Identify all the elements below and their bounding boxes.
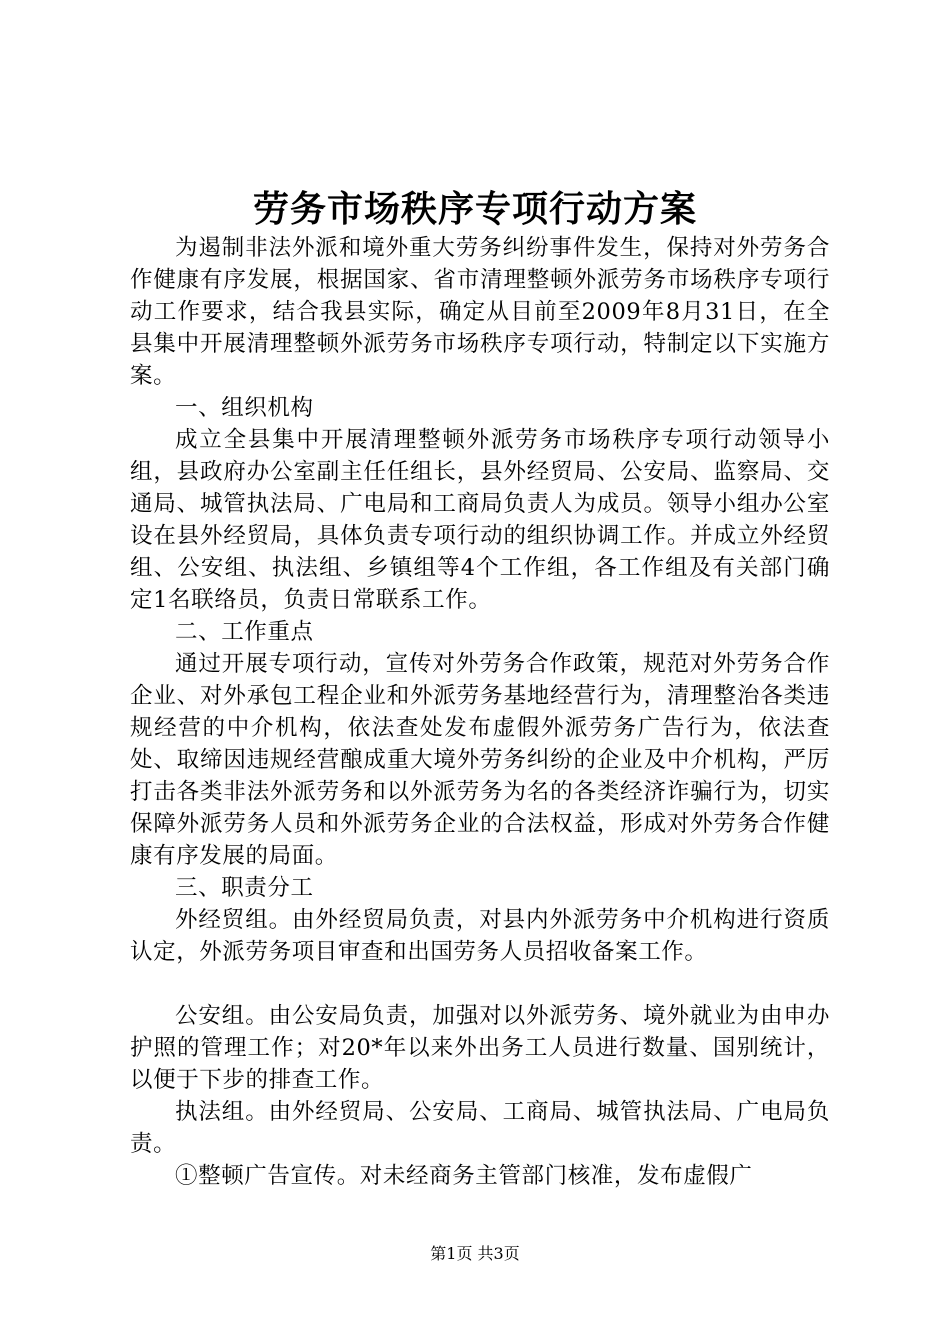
key-work-paragraph: 通过开展专项行动，宣传对外劳务合作政策，规范对外劳务合作企业、对外承包工程企业和外派劳务基地经营行为，清理整治各类违规经营的中介机构，依法查处发布虚假外派劳务广告行为，依法查处、取缔因违规经营酿成重大境外劳务纠纷的企业及中介机构，严厉打击各类非法外派劳务和以外派劳务为名的各类经济诈骗行为，切实保障外派劳务人员和外派劳务企业的合法权益，形成对外劳务合作健康有序发展的局面。 — [130, 651, 830, 869]
trade-group-paragraph: 外经贸组。由外经贸局负责，对县内外派劳务中介机构进行资质认定，外派劳务项目审查和出国劳务人员招收备案工作。 — [130, 907, 830, 965]
document-body — [130, 232, 830, 1192]
enforcement-group-paragraph: 执法组。由外经贸局、公安局、工商局、城管执法局、广电局负责。 — [130, 1099, 830, 1157]
organization-paragraph: 成立全县集中开展清理整顿外派劳务市场秩序专项行动领导小组，县政府办公室副主任任组长，县外经贸局、公安局、监察局、交通局、城管执法局、广电局和工商局负责人为成员。领导小组办公室设在县外经贸局，具体负责专项行动的组织协调工作。并成立外经贸组、公安组、执法组、乡镇组等4个工作组，各工作组及有关部门确定1名联络员，负责日常联系工作。 — [130, 427, 830, 613]
section-heading-key-work: 二、工作重点 — [175, 619, 314, 645]
section-heading-organization: 一、组织机构 — [175, 395, 314, 421]
intro-paragraph: 为遏制非法外派和境外重大劳务纠纷事件发生，保持对外劳务合作健康有序发展，根据国家、省市清理整顿外派劳务市场秩序专项行动工作要求，结合我县实际，确定从目前至2009年8月31日，在全县集中开展清理整顿外派劳务市场秩序专项行动，特制定以下实施方案。 — [130, 235, 830, 389]
paragraph-spacer — [130, 968, 830, 1000]
advertising-rectification-paragraph: ①整顿广告宣传。对未经商务主管部门核准，发布虚假广 — [175, 1163, 753, 1189]
section-heading-responsibilities: 三、职责分工 — [175, 875, 314, 901]
document-title: 劳务市场秩序专项行动方案 — [252, 188, 697, 230]
page-indicator: 第1页 共3页 — [430, 1244, 520, 1263]
police-group-paragraph: 公安组。由公安局负责，加强对以外派劳务、境外就业为由申办护照的管理工作；对20*年以来外出务工人员进行数量、国别统计，以便于下步的排查工作。 — [130, 1003, 830, 1093]
